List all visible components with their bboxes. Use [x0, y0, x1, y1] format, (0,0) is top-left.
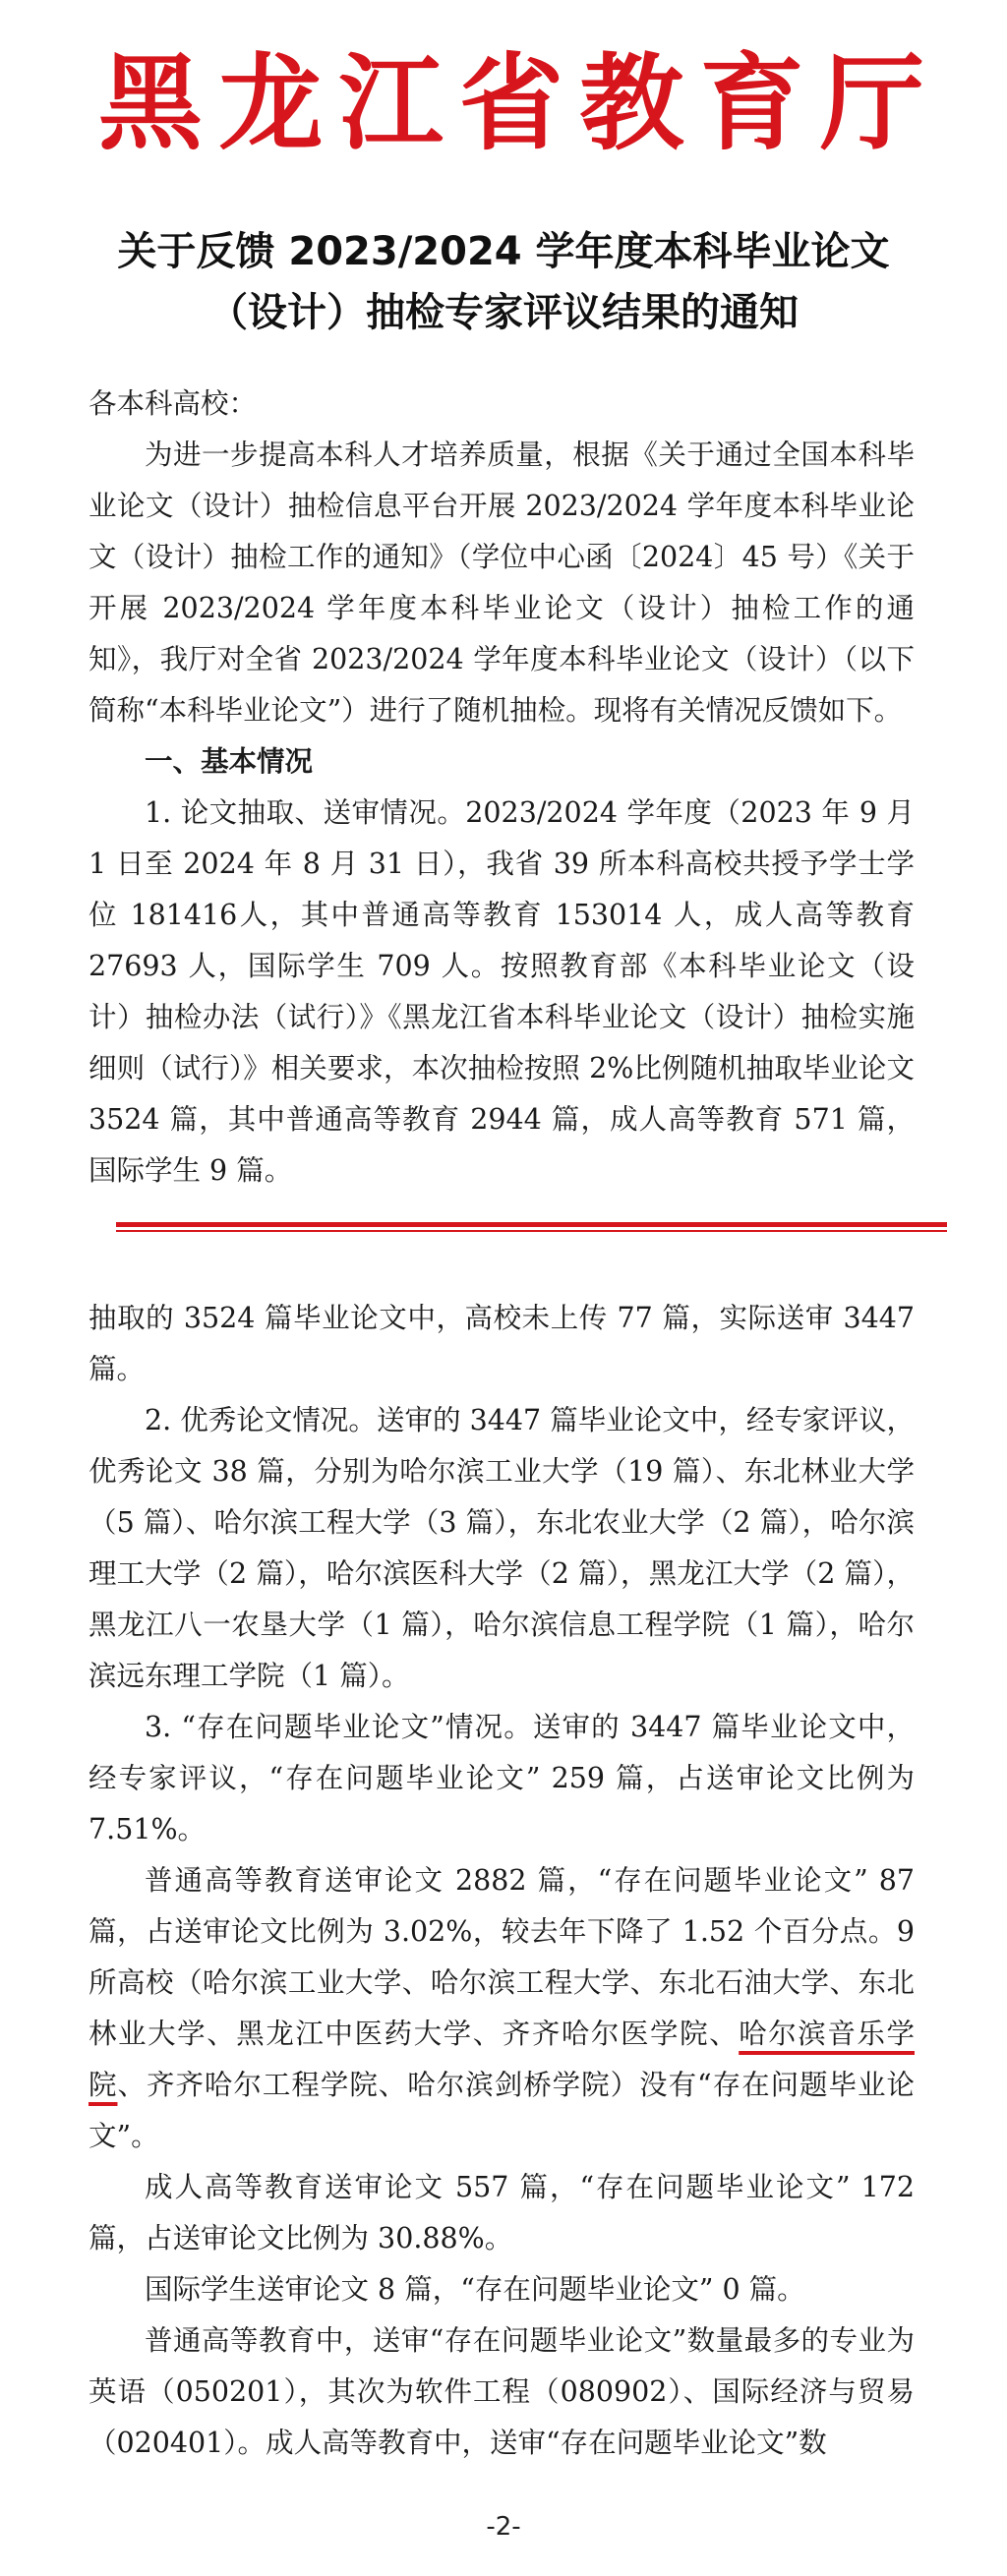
item-3-paragraph: 3. “存在问题毕业论文”情况。送审的 3447 篇毕业论文中，经专家评议，“存在问题毕业论文” 259 篇，占送审论文比例为 7.51%。: [89, 1711, 915, 1845]
general-text-pre: 普通高等教育送审论文 2882 篇，“存在问题毕业论文” 87 篇，占送审论文比例为 3.02%，较去年下降了 1.52 个百分点。9 所高校（哈尔滨工业大学、哈尔滨工程大学、东北石油大学、东北林业大学、黑龙江中医药大学、齐齐哈尔医学院、: [89, 1864, 915, 2050]
international-paragraph: 国际学生送审论文 8 篇，“存在问题毕业论文” 0 篇。: [145, 2273, 805, 2306]
highlighted-school: 哈尔滨音乐学院: [89, 2018, 915, 2101]
majors-paragraph: 普通高等教育中，送审“存在问题毕业论文”数量最多的专业为英语（050201），其次为软件工程（080902）、国际经济与贸易（020401）。成人高等教育中，送审“存在问题毕业论文”数: [89, 2324, 915, 2459]
red-separator: [116, 1222, 947, 1234]
page-number: -2-: [486, 2512, 521, 2542]
masthead: [98, 39, 924, 167]
separator-thick-line: [116, 1222, 947, 1227]
masthead-char: 省: [458, 41, 563, 164]
body-block-bottom: [89, 1293, 915, 2469]
masthead-char: 黑: [98, 41, 203, 164]
masthead-char: 教: [579, 41, 684, 164]
masthead-char: 育: [699, 41, 804, 164]
section-heading-basic: 一、基本情况: [145, 745, 314, 778]
item-1-paragraph: 1. 论文抽取、送审情况。2023/2024 学年度（2023 年 9 月 1 日至 2024 年 8 月 31 日），我省 39 所本科高校共授予学士学位 181416人，其中普通高等教育 153014 人，成人高等教育 27693 人，国际学生 709 人。按照教育部《本科毕业论文（设计）抽检办法（试行）》《黑龙江省本科毕业论文（设计）抽检实施细则（试行）》相关要求，本次抽检按照 2%比例随机抽取毕业论文 3524 篇，其中普通高等教育 2944 篇，成人高等教育 571 篇，国际学生 9 篇。: [89, 796, 915, 1187]
masthead-char: 龙: [218, 41, 324, 164]
general-text-post: 、齐齐哈尔工程学院、哈尔滨剑桥学院）没有“存在问题毕业论文”。: [89, 2069, 915, 2152]
masthead-char: 江: [338, 41, 444, 164]
title-line-2: （设计）抽检专家评议结果的通知: [208, 290, 799, 335]
intro-paragraph: 为进一步提高本科人才培养质量，根据《关于通过全国本科毕业论文（设计）抽检信息平台开展 2023/2024 学年度本科毕业论文（设计）抽检工作的通知》（学位中心函〔2024〕45 号）《关于开展 2023/2024 学年度本科毕业论文（设计）抽检工作的通知》，我厅对全省 2023/2024 学年度本科毕业论文（设计）（以下简称“本科毕业论文”）进行了随机抽检。现将有关情况反馈如下。: [89, 439, 915, 727]
masthead-char: 厅: [819, 41, 924, 164]
document-title: [0, 221, 1007, 343]
salutation: 各本科高校：: [89, 387, 258, 420]
adult-education-paragraph: 成人高等教育送审论文 557 篇，“存在问题毕业论文” 172 篇，占送审论文比例为 30.88%。: [89, 2171, 915, 2254]
item-1-continued: 抽取的 3524 篇毕业论文中，高校未上传 77 篇，实际送审 3447 篇。: [89, 1302, 915, 1385]
item-2-paragraph: 2. 优秀论文情况。送审的 3447 篇毕业论文中，经专家评议，优秀论文 38 篇，分别为哈尔滨工业大学（19 篇）、东北林业大学（5 篇）、哈尔滨工程大学（3 篇），东北农业大学（2 篇），哈尔滨理工大学（2 篇），哈尔滨医科大学（2 篇），黑龙江大学（2 篇），黑龙江八一农垦大学（1 篇），哈尔滨信息工程学院（1 篇），哈尔滨远东理工学院（1 篇）。: [89, 1404, 915, 1692]
title-line-1: 关于反馈 2023/2024 学年度本科毕业论文: [117, 229, 890, 274]
general-education-paragraph: [89, 1855, 915, 2162]
separator-thin-line: [116, 1230, 947, 1232]
body-block-top: [89, 379, 915, 1197]
